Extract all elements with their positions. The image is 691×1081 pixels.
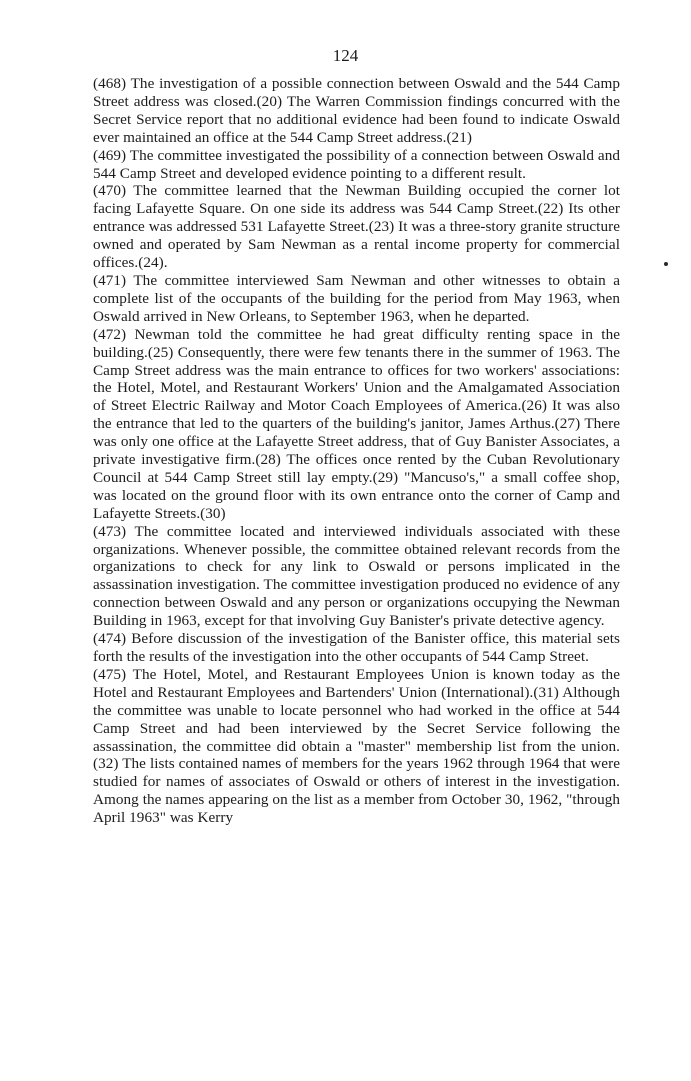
paragraph-number: (475) xyxy=(93,665,127,683)
paragraph-text: The Hotel, Motel, and Restaurant Employees Union is known today as the Hotel and Restaurant Employees and Bartenders' Union (International).(31) Although the committee was unable to locate personnel who had worked in the office at 544 Camp Street and had been interviewed by the Secret Service following the assassination, the committee did obtain a "master" membership list from the union.(32) The lists contained names of members for the years 1962 through 1964 that were studied for names of associates of Oswald or others of interest in the investigation. Among the names appearing on the list as a member from October 30, 1962, "through April 1963" was Kerry xyxy=(93,665,620,827)
paragraph-text: The committee investigated the possibility of a connection between Oswald and 544 Camp Street and developed evidence pointing to a different result. xyxy=(93,146,620,182)
paragraph-475 xyxy=(93,666,620,827)
paragraph-number: (473) xyxy=(93,522,127,540)
paragraph-474 xyxy=(93,630,620,666)
paragraph-number: (471) xyxy=(93,271,127,289)
body-text xyxy=(93,75,620,827)
paragraph-468 xyxy=(93,75,620,147)
page-number: 124 xyxy=(332,46,359,65)
paragraph-text: Before discussion of the investigation of the Banister office, this material sets forth the results of the investigation into the other occupants of 544 Camp Street. xyxy=(93,630,620,665)
paragraph-469 xyxy=(93,147,620,183)
paragraph-471 xyxy=(93,272,620,326)
paragraph-number: (474) xyxy=(93,630,127,648)
paragraph-text: The committee located and interviewed individuals associated with these organizations. Whenever possible, the committee obtained relevant records from the organizations to check for any link to Oswald or persons implicated in the assassination investigation. The committee investigation produced no evidence of any connection between Oswald and any person or organizations occupying the Newman Building in 1963, except for that involving Guy Banister's private detective agency. xyxy=(93,522,620,630)
paragraph-text: The committee interviewed Sam Newman and other witnesses to obtain a complete list of the occupants of the building for the period from May 1963, when Oswald arrived in New Orleans, to September 1963, when he departed. xyxy=(93,271,620,325)
paragraph-number: (469) xyxy=(93,146,127,164)
paragraph-472 xyxy=(93,326,620,523)
margin-mark xyxy=(664,262,668,266)
paragraph-number: (470) xyxy=(93,182,127,200)
paragraph-number: (472) xyxy=(93,325,127,343)
paragraph-470 xyxy=(93,182,620,272)
paragraph-text: The committee learned that the Newman Building occupied the corner lot facing Lafayette Square. On one side its address was 544 Camp Street.(22) Its other entrance was addressed 531 Lafayette Street.(23) It was a three-story granite structure owned and operated by Sam Newman as a rental income property for commercial offices.(24). xyxy=(93,182,620,272)
paragraph-text: Newman told the committee he had great difficulty renting space in the building.(25) Consequently, there were few tenants there in the summer of 1963. The Camp Street address was the main entrance to offices for two workers' associations: the Hotel, Motel, and Restaurant Workers' Union and the Amalgamated Association of Street Electric Railway and Motor Coach Employees of America.(26) It was also the entrance that led to the quarters of the building's janitor, James Arthus.(27) There was only one office at the Lafayette Street address, that of Guy Banister Associates, a private investigative firm.(28) The offices once rented by the Cuban Revolutionary Council at 544 Camp Street still lay empty.(29) "Mancuso's," a small coffee shop, was located on the ground floor with its own entrance onto the corner of Camp and Lafayette Streets.(30) xyxy=(93,325,620,522)
paragraph-text: The investigation of a possible connection between Oswald and the 544 Camp Street address was closed.(20) The Warren Commission findings concurred with the Secret Service report that no additional evidence had been found to indicate Oswald ever maintained an office at the 544 Camp Street address.(21) xyxy=(93,75,620,146)
paragraph-473 xyxy=(93,523,620,630)
paragraph-number: (468) xyxy=(93,75,127,92)
